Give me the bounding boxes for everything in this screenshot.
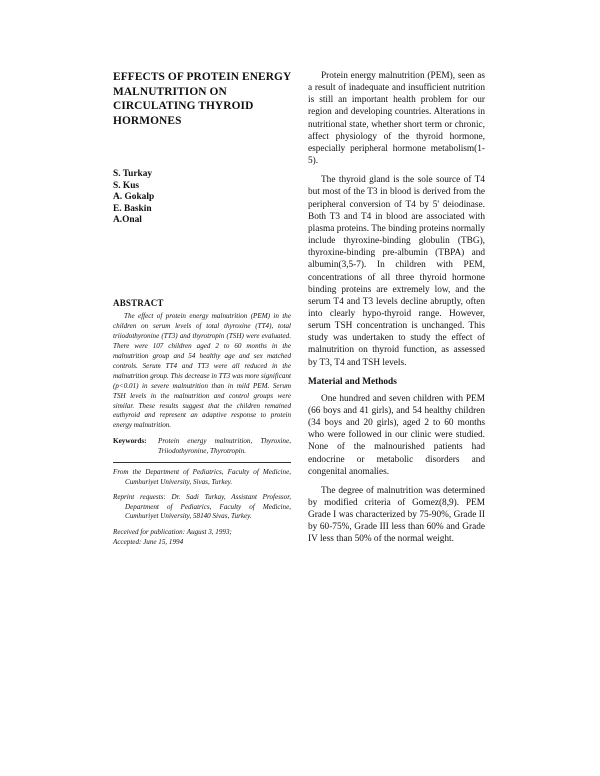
author: S. Kus (113, 180, 140, 191)
intro-paragraph-1: Protein energy malnutrition (PEM), seen as a result of inadequate and insufficient nutrition is still an important health problem for our region and developing countries. Alterations in nutritional state, whether short term or chronic, affect physiology of the thyroid hormone, especially peripheral hormone metabolism(1-5). (308, 71, 485, 167)
article-title: EFFECTS OF PROTEIN ENERGY MALNUTRITION ON CIRCULATING THYROID HORMONES (113, 71, 291, 127)
left-column (113, 70, 291, 547)
abstract-heading: ABSTRACT (113, 298, 164, 309)
author: S. Turkay (113, 169, 153, 180)
keywords-label: Keywords: (113, 437, 147, 446)
divider (113, 462, 291, 463)
keywords-list: Protein energy malnutrition, Thyroxine, Triiodothyronine, Thyrotropin. (158, 437, 291, 455)
author: A.Onal (113, 215, 142, 225)
publication-dates (113, 527, 291, 547)
author-list (113, 169, 291, 226)
accepted-date: Accepted: June 15, 1994 (113, 537, 184, 546)
author: E. Baskin (113, 203, 152, 214)
section-heading: Material and Methods (308, 376, 397, 387)
methods-paragraph-1: One hundred and seven children with PEM (66 boys and 41 girls), and 54 healthy children (34 boys and 20 girls), aged 2 to 60 months who were followed in our clinic were studied. None of the malnourished patients had endocrine or metabolic disorders and congenital anomalies. (308, 393, 485, 477)
author: A. Gokalp (113, 192, 155, 203)
keywords (113, 437, 291, 456)
methods-paragraph-2: The degree of malnutrition was determined by modified criteria of Gomez(8,9). PEM Grade I was characterized by 75-90%, Grade II by 60-75%, Grade III less than 60% and Grade IV less than 50% of the normal weight. (308, 485, 485, 545)
reprint-requests: Reprint requests: Dr. Sadi Turkay, Assistant Professor, Department of Pediatrics, Faculty of Medicine, Cumhuriyet University, 58140 Sivas, Turkey. (113, 492, 291, 521)
received-date: Received for publication: August 3, 1993; (113, 527, 232, 536)
abstract-text: The effect of protein energy malnutrition (PEM) in the children on serum levels of total thyroxine (TT4), total triiodothyronine (TT3) and thyrotropin (TSH) were evaluated. There were 107 children aged 2 to 60 months in the malnutrition group and 54 healthy age and sex matched controls. Serum TT4 and TT3 were all reduced in the malnutrition group. This decrease in TT3 was more significant (p<0.01) in severe malnutrition than in mild PEM. Serum TSH levels in the malnutrition and control groups were similar. These results suggest that the children remained euthyroid and represent an adaptive response to protein energy malnutrition. (113, 312, 291, 430)
right-column (308, 70, 485, 553)
affiliation: From the Department of Pediatrics, Faculty of Medicine, Cumhuriyet University, Sivas, Turkey. (113, 468, 291, 487)
intro-paragraph-2: The thyroid gland is the sole source of T4 but most of the T3 in blood is derived from the peripheral conversion of T4 by 5' deiodinase. Both T3 and T4 in blood are associated with plasma proteins. The binding proteins normally include thyroxine-binding globulin (TBG), thyroxine-binding pre-albumin (TBPA) and albumin(3,5-7). In children with PEM, concentrations of all three thyroid hormone binding proteins are extremely low, and the serum T4 and T3 levels decline abruptly, often into clearly hypo-thyroid range. However, serum TSH concentration is unchanged. This study was undertaken to study the effect of malnutrition on thyroid function, as assessed by T3, T4 and TSH levels. (308, 175, 485, 368)
